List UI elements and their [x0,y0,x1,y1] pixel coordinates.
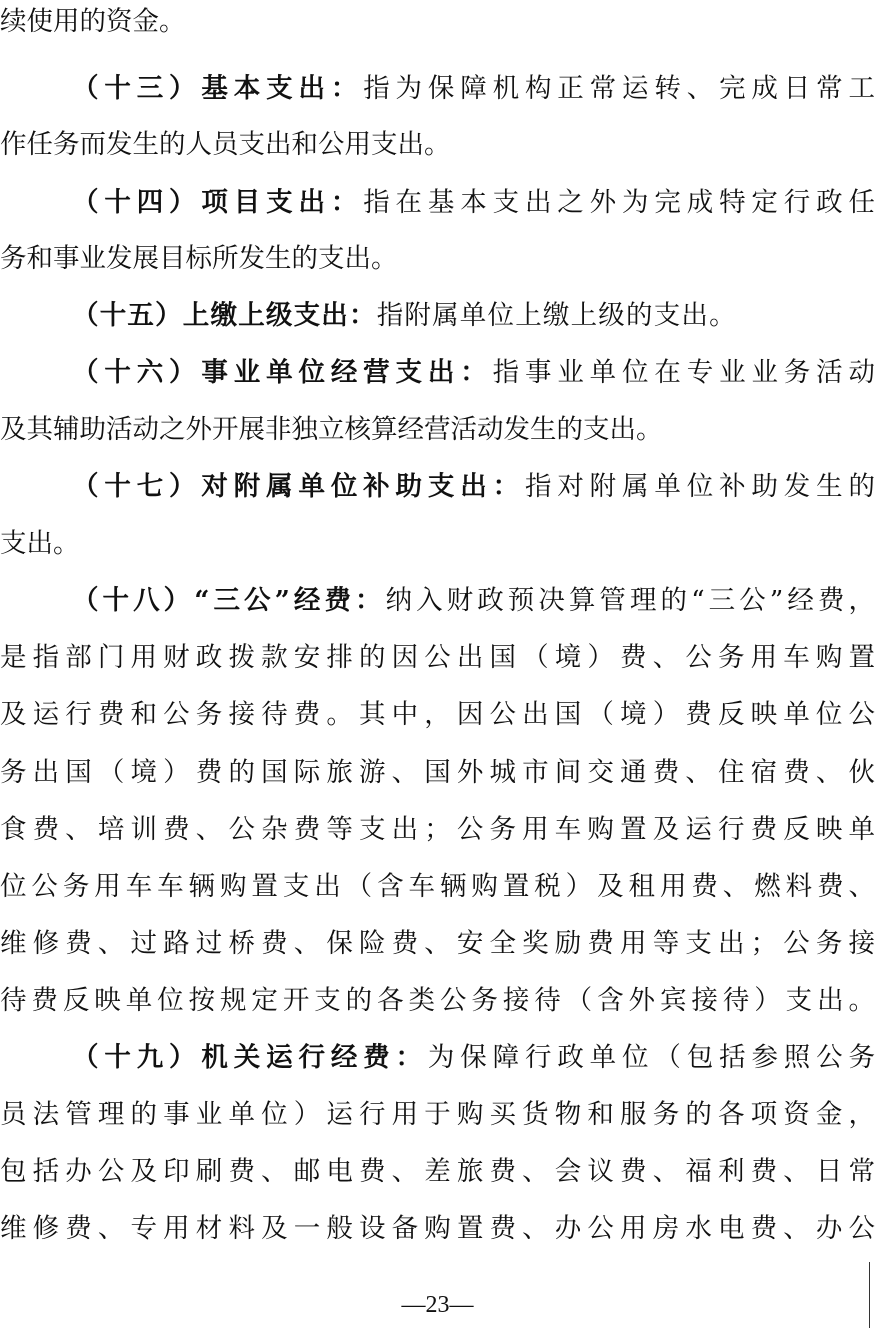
text-line-20 [0,1098,875,1132]
term-label: （十八）“三公”经费： [72,585,386,616]
line-text: 指对附属单位补助发生的 [524,471,875,502]
text-line-19 [0,1041,875,1075]
line-text: 指在基本支出之外为完成特定行政任 [363,187,875,218]
page-edge-line [869,1262,870,1328]
text-line-5 [0,242,875,276]
term-label: （十四）项目支出： [72,187,364,218]
line-text: 及运行费和公务接待费。其中，因公出国（境）费反映单位公 [0,699,875,730]
line-text: 续使用的资金。 [0,6,186,37]
text-line-6 [0,299,875,333]
term-label: （十五）上缴上级支出： [72,300,377,331]
line-text: 包括办公及印刷费、邮电费、差旅费、会议费、福利费、日常 [0,1156,875,1187]
line-text: 务出国（境）费的国际旅游、国外城市间交通费、住宿费、伙 [0,757,875,788]
line-text: 位公务用车车辆购置支出（含车辆购置税）及租用费、燃料费、 [0,871,875,902]
text-line-14 [0,756,875,790]
line-text: 是指部门用财政拨款安排的因公出国（境）费、公务用车购置 [0,642,875,673]
page-number: —23— [401,1292,474,1318]
text-line-4 [0,186,875,220]
text-line-7 [0,356,875,390]
line-text: 纳入财政预决算管理的“三公”经费， [385,585,875,616]
line-text: 指附属单位上缴上级的支出。 [376,300,737,331]
text-line-18 [0,984,875,1018]
text-line-1 [0,5,875,39]
text-line-17 [0,927,875,961]
line-text: 指为保障机构正常运转、完成日常工 [363,73,875,104]
line-text: 指事业单位在专业业务活动 [492,357,875,388]
line-text: 维修费、过路过桥费、保险费、安全奖励费用等支出；公务接 [0,928,875,959]
text-line-12 [0,641,875,675]
term-label: （十三）基本支出： [72,73,364,104]
line-text: 维修费、专用材料及一般设备购置费、办公用房水电费、办公 [0,1213,875,1244]
line-text: 为保障行政单位（包括参照公务 [427,1042,875,1073]
text-line-15 [0,813,875,847]
term-label: （十九）机关运行经费： [72,1042,428,1073]
text-line-21 [0,1155,875,1189]
term-label: （十六）事业单位经营支出： [72,357,493,388]
line-text: 作任务而发生的人员支出和公用支出。 [0,129,451,160]
text-line-2 [0,72,875,106]
line-text: 食费、培训费、公杂费等支出；公务用车购置及运行费反映单 [0,814,875,845]
text-line-10 [0,527,875,561]
line-text: 待费反映单位按规定开支的各类公务接待（含外宾接待）支出。 [0,985,875,1016]
text-line-11 [0,584,875,618]
line-text: 及其辅助活动之外开展非独立核算经营活动发生的支出。 [0,414,663,445]
text-line-9 [0,470,875,504]
text-line-3 [0,128,875,162]
line-text: 务和事业发展目标所发生的支出。 [0,243,398,274]
text-line-8 [0,413,875,447]
line-text: 支出。 [0,528,80,559]
text-line-22 [0,1212,875,1246]
term-label: （十七）对附属单位补助支出： [72,471,525,502]
line-text: 员法管理的事业单位）运行用于购买货物和服务的各项资金， [0,1099,875,1130]
text-line-16 [0,870,875,904]
text-line-13 [0,698,875,732]
